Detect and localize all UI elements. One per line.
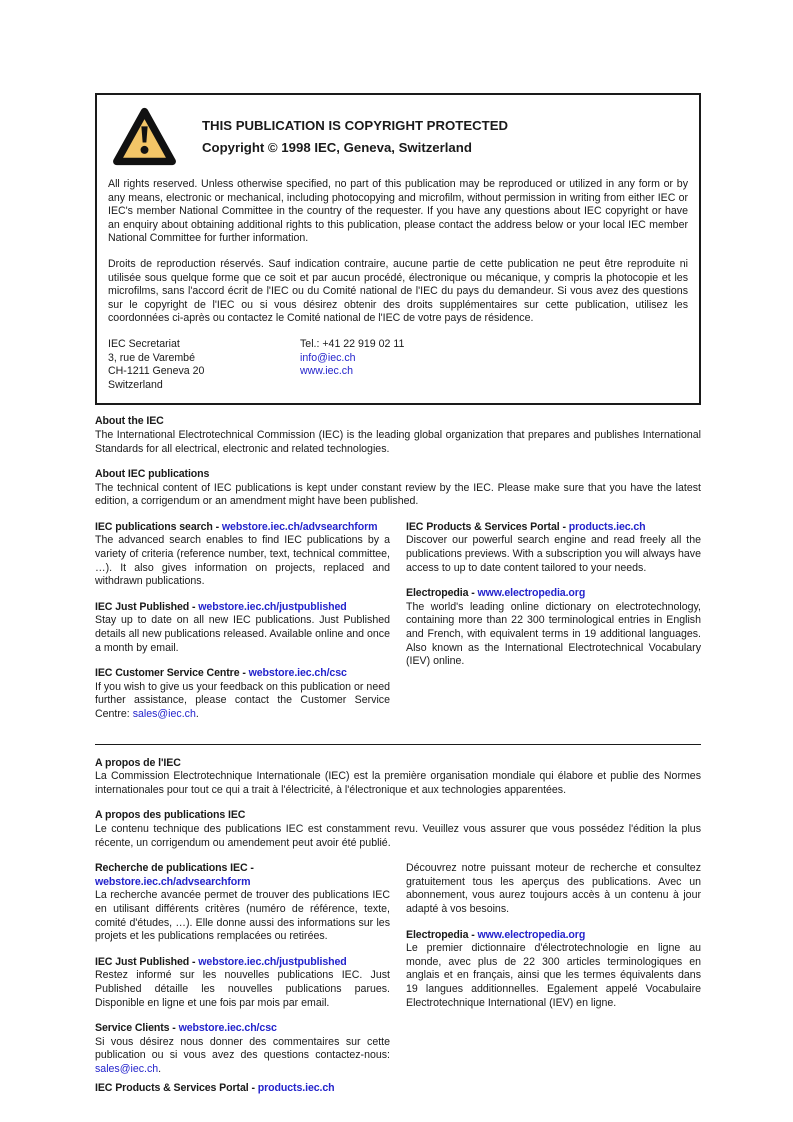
just-published-block [95,601,390,655]
copyright-titles [202,119,508,155]
heading-text: IEC Products & Services Portal - [406,520,569,533]
customer-service-link[interactable]: webstore.iec.ch/csc [248,667,347,680]
about-iec-publications-heading: About IEC publications [95,468,210,481]
electropedia-link[interactable]: www.electropedia.org [477,587,586,600]
service-clients-heading [95,1022,390,1036]
email-link[interactable]: info@iec.ch [300,351,356,364]
body-text: . [195,708,199,720]
heading-text: IEC publications search - [95,520,222,533]
publications-search-link[interactable]: webstore.iec.ch/advsearchform [221,520,378,533]
apropos-iec-text: La Commission Electrotechnique Internationale (IEC) est la première organisation mondiale qui élabore et publie des Normes internationales pour tout ce qui a trait à l'électricité, à l'électronique et aux technologies apparentées. [95,770,701,796]
electropedia-fr-heading [406,929,701,943]
apropos-publications-text: Le contenu technique des publications IEC est constamment revu. Veuillez vous assurer que vous possédez l'édition la plus récente, un corrigendum ou amendement peut avoir été publié. [95,822,701,849]
copyright-title: THIS PUBLICATION IS COPYRIGHT PROTECTED [202,117,509,133]
just-published-heading [95,601,390,615]
address-line: IEC Secretariat [108,337,180,350]
electropedia-fr-block [406,929,701,1011]
copyright-subtitle: Copyright © 1998 IEC, Geneva, Switzerland [202,139,472,155]
electropedia-block [406,587,701,669]
customer-service-heading [95,667,390,681]
electropedia-text: The world's leading online dictionary on electrotechnology, containing more than 22 300 terminological entries in English and French, with equivalent terms in 19 additional languages. Also known as the International Electrotechnical Vocabulary (IEV) online. [406,600,701,668]
service-clients-text [95,1036,390,1077]
copyright-notice-box [95,93,701,405]
publications-search-text: The advanced search enables to find IEC publications by a variety of criteria (reference number, text, technical committee, …). It also gives information on projects, replaced and withdrawn publications. [95,534,390,588]
recherche-publications-block [95,862,390,944]
products-portal-fr-block [95,1082,390,1096]
products-portal-block [406,521,701,575]
just-published-fr-link[interactable]: webstore.iec.ch/justpublished [198,955,347,968]
products-portal-text: Discover our powerful search engine and read freely all the publications previews. With a subscription you will always have access to up to date content tailored to your needs. [406,534,701,574]
iec-address [108,338,300,392]
contact-details [300,338,404,392]
phone-number: Tel.: +41 22 919 02 11 [300,337,405,350]
service-clients-block [95,1022,390,1076]
heading-text: Electropedia - [406,587,478,600]
about-iec-section [95,415,701,456]
address-line: CH-1211 Geneva 20 [108,365,205,378]
heading-text: IEC Just Published - [95,600,199,613]
english-resources-columns [95,521,701,734]
apropos-publications-section [95,809,701,850]
publications-search-heading [95,521,390,535]
apropos-iec-section [95,757,701,798]
just-published-fr-heading [95,956,390,970]
customer-service-text [95,681,390,722]
address-line: Switzerland [108,378,163,391]
about-iec-heading: About the IEC [95,415,164,428]
about-iec-publications-section [95,468,701,509]
copyright-box-header [108,106,688,167]
electropedia-fr-link[interactable]: www.electropedia.org [477,928,586,941]
products-portal-fr-heading [95,1082,390,1096]
just-published-text: Stay up to date on all new IEC publications. Just Published details all new publications released. Available online and once a month by email. [95,614,390,654]
website-link[interactable]: www.iec.ch [300,365,353,378]
heading-text: Electropedia - [406,928,478,941]
heading-text: IEC Just Published - [95,955,199,968]
just-published-fr-block [95,956,390,1010]
heading-text: Recherche de publications IEC - [95,862,254,875]
body-text: If you wish to give us your feedback on this publication or need further assistance, please contact the Customer Service Centre: [95,680,390,720]
portal-description-text: Découvrez notre puissant moteur de recherche et consultez gratuitement tous les aperçus des publications. Avec un abonnement, vous aurez toujours accès à un contenu à jour adapté à vos besoins. [406,862,701,915]
french-right-column [406,862,701,1108]
address-line: 3, rue de Varembé [108,351,195,364]
recherche-publications-link[interactable]: webstore.iec.ch/advsearchform [95,875,251,888]
section-divider [95,744,701,745]
body-text: Si vous désirez nous donner des commentaires sur cette publication ou si vous avez des questions contactez-nous: [95,1035,390,1062]
french-resources-columns [95,862,701,1108]
heading-text: IEC Customer Service Centre - [95,667,249,680]
page-content [95,93,701,1108]
portal-description-block [406,862,701,916]
electropedia-heading [406,587,701,601]
just-published-fr-text: Restez informé sur les nouvelles publications IEC. Just Published détaille les nouvelles publications parues. Disponible en ligne et une fois par mois par email. [95,969,390,1009]
copyright-text-fr: Droits de reproduction réservés. Sauf indication contraire, aucune partie de cette publication ne peut être reproduite ni utilisée sous quelque forme que ce soit et par aucun procédé, électronique ou mécanique, y compris la photocopie et les microfilms, sans l'accord écrit de l'IEC ou du Comité national de l'IEC du pays du demandeur. Si vous avez des questions sur le copyright de l'IEC ou si vous désirez obtenir des droits supplémentaires sur cette publication, utilisez les coordonnées ci-après ou contactez le Comité national de l'IEC de votre pays de résidence. [108,257,688,325]
products-portal-heading [406,521,701,535]
sales-email-link[interactable]: sales@iec.ch [132,708,196,720]
heading-text: Service Clients - [95,1022,179,1035]
publications-search-block [95,521,390,589]
recherche-publications-heading [95,862,390,889]
heading-text: IEC Products & Services Portal - [95,1082,258,1095]
english-left-column [95,521,390,734]
electropedia-fr-text: Le premier dictionnaire d'électrotechnologie en ligne au monde, avec plus de 22 300 articles terminologiques en anglais et en français, ainsi que les termes équivalents dans 19 langues additionnelles. Egalement appelé Vocabulaire Electrotechnique International (IEV) en ligne. [406,942,701,1009]
products-portal-fr-link[interactable]: products.iec.ch [257,1082,335,1095]
recherche-publications-text: La recherche avancée permet de trouver des publications IEC en utilisant différents critères (numéro de référence, texte, comité d'études, …). Elle donne aussi des informations sur les projets et les publications remplacées ou retirées. [95,889,390,943]
products-portal-link[interactable]: products.iec.ch [568,520,646,533]
customer-service-block [95,667,390,721]
contact-block [108,338,688,392]
about-iec-text: The International Electrotechnical Commission (IEC) is the leading global organization that prepares and publishes International Standards for all electrical, electronic and related technologies. [95,428,701,455]
just-published-link[interactable]: webstore.iec.ch/justpublished [198,600,347,613]
apropos-publications-heading: A propos des publications IEC [95,809,246,822]
sales-email-fr-link[interactable]: sales@iec.ch [95,1062,159,1075]
french-left-column [95,862,390,1108]
warning-triangle-icon [111,106,178,167]
english-right-column [406,521,701,734]
body-text: . [158,1062,162,1075]
service-clients-link[interactable]: webstore.iec.ch/csc [178,1022,277,1035]
about-iec-publications-text: The technical content of IEC publications is kept under constant review by the IEC. Please make sure that you have the latest edition, a corrigendum or an amendment might have been published. [95,481,701,508]
apropos-iec-heading: A propos de l'IEC [95,756,181,769]
copyright-text-en: All rights reserved. Unless otherwise specified, no part of this publication may be reproduced or utilized in any form or by any means, electronic or mechanical, including photocopying and microfilm, without permission in writing from either IEC or IEC's member National Committee in the country of the requester. If you have any questions about IEC copyright or have an enquiry about obtaining additional rights to this publication, please contact the address below or your local IEC member National Committee for further information. [108,178,688,245]
